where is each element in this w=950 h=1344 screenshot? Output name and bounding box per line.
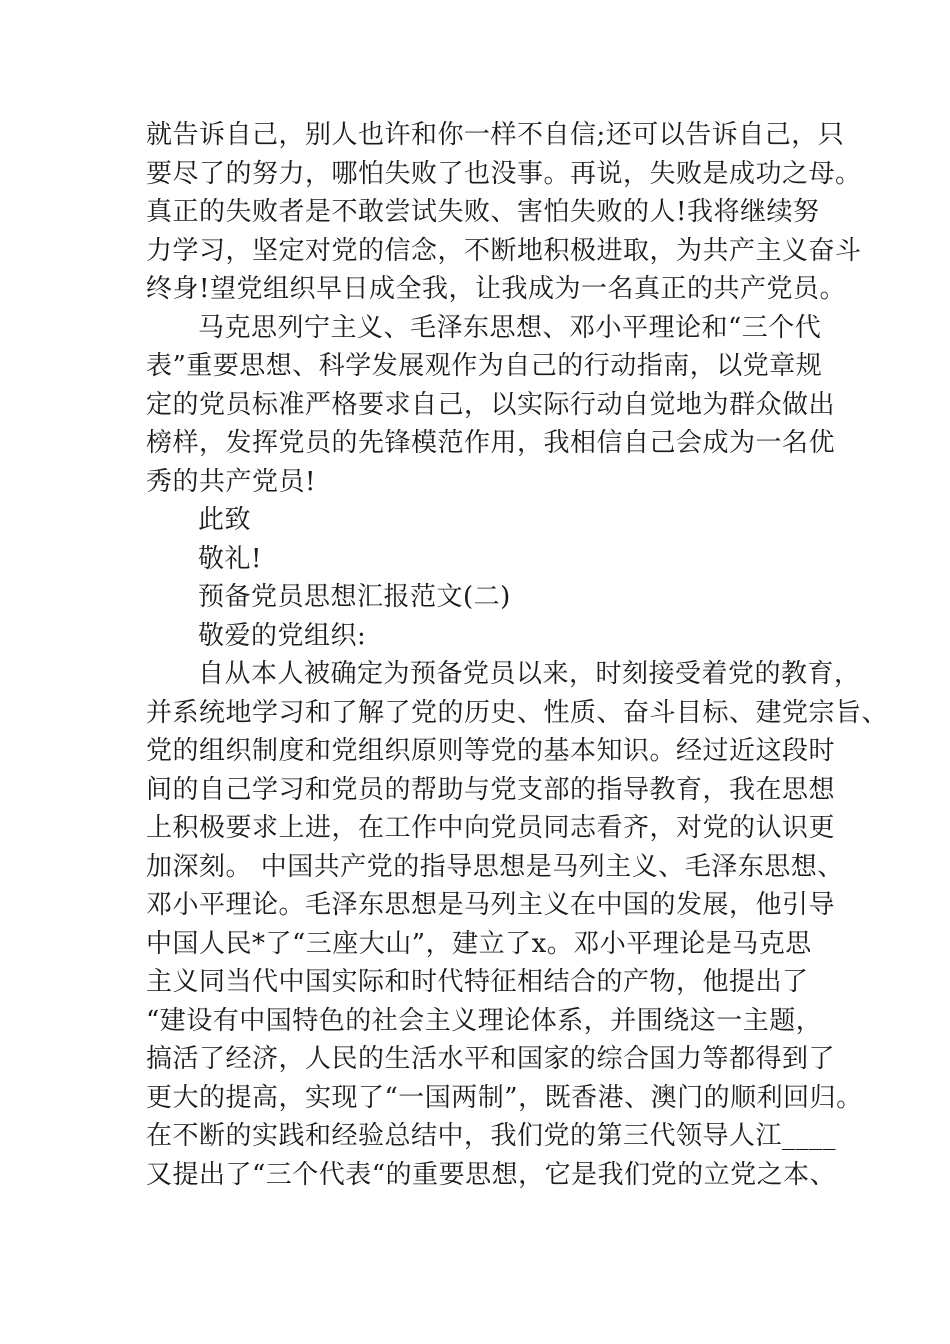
text-line: 更大的提高，实现了“一国两制”，既香港、澳门的顺利回归。 [146,1082,863,1113]
greeting: 敬爱的党组织: [198,620,367,651]
closing-regards: 敬礼! [198,543,262,574]
text-line: 终身!望党组织早日成全我，让我成为一名真正的共产党员。 [146,274,846,304]
text-line: 秀的共产党员! [146,466,316,497]
text-line: 榜样，发挥党员的先锋模范作用，我相信自己会成为一名优 [146,428,836,458]
text-line: 加深刻。 中国共产党的指导思想是马列主义、毛泽东思想、 [146,851,844,882]
text-line: 力学习，坚定对党的信念，不断地积极进取，为共产主义奋斗 [146,235,862,266]
text-line: “建设有中国特色的社会主义理论体系，并围绕这一主题， [146,1005,823,1036]
text-line: 真正的失败者是不敢尝试失败、害怕失败的人!我将继续努 [146,197,820,227]
text-line: 党的组织制度和党组织原则等党的基本知识。经过近这段时 [146,736,836,766]
text-line: 中国人民*了“三座大山”，建立了x。邓小平理论是马克思 [146,928,812,959]
text-line: 又提出了“三个代表“的重要思想，它是我们党的立党之本、 [146,1159,837,1190]
document-body [146,116,889,1194]
text-line: 搞活了经济，人民的生活水平和国家的综合国力等都得到了 [146,1044,836,1074]
text-line: 自从本人被确定为预备党员以来，时刻接受着党的教育， [198,659,861,689]
closing-salutation: 此致 [198,505,252,535]
text-line: 定的党员标准严格要求自己，以实际行动自觉地为群众做出 [146,389,836,420]
text-line: 要尽了的努力，哪怕失败了也没事。再说，失败是成功之母。 [146,158,862,189]
section-title: 预备党员思想汇报范文(二) [198,582,511,612]
text-line: 主义同当代中国实际和时代特征相结合的产物，他提出了 [146,967,809,997]
text-line: 就告诉自己，别人也许和你一样不自信;还可以告诉自己，只 [146,120,845,150]
text-line: 邓小平理论。毛泽东思想是马列主义在中国的发展，他引导 [146,890,836,920]
text-line: 马克思列宁主义、毛泽东思想、邓小平理论和“三个代 [198,312,822,343]
text-line: 间的自己学习和党员的帮助与党支部的指导教育，我在思想 [146,774,836,805]
text-line: 在不断的实践和经验总结中，我们党的第三代领导人江____ [146,1121,837,1151]
text-line: 上积极要求上进，在工作中向党员同志看齐，对党的认识更 [146,813,836,843]
text-line: 并系统地学习和了解了党的历史、性质、奋斗目标、建党宗旨、 [146,697,889,728]
text-line: 表”重要思想、科学发展观作为自己的行动指南，以党章规 [146,351,823,381]
